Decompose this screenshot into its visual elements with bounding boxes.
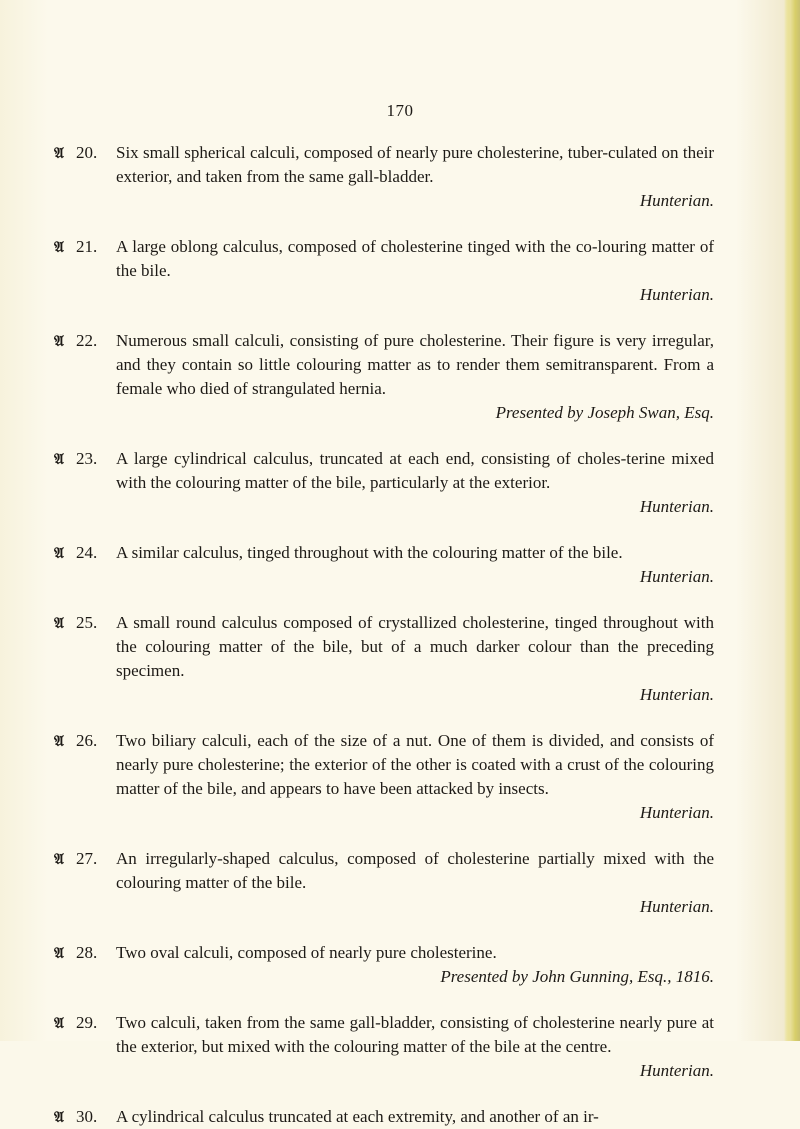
catalogue-entries — [54, 141, 714, 1129]
entry-number: 28. — [76, 943, 98, 962]
entry-26 — [54, 729, 714, 825]
entry-29 — [54, 1011, 714, 1083]
entry-number: 26. — [76, 731, 98, 750]
entry-text: Two calculi, taken from the same gall-bladder, consisting of cholesterine nearly pure at the exterior, but mixed with the colouring matter of the bile at the centre. — [116, 1013, 714, 1056]
entry-number: 24. — [76, 543, 98, 562]
entry-21 — [54, 235, 714, 307]
entry-28 — [54, 941, 714, 989]
entry-text: Two biliary calculi, each of the size of a nut. One of them is divided, and consists of nearly pure cholesterine; the exterior of the other is coated with a crust of the colouring matter of the bile, and appears to have been attacked by insects. — [116, 731, 714, 798]
entry-text: A cylindrical calculus truncated at each extremity, and another of an ir- — [116, 1107, 599, 1126]
entry-text: Six small spherical calculi, composed of nearly pure cholesterine, tuber-culated on their exterior, and taken from the same gall-bladder. — [116, 143, 714, 186]
specimen-mark: 𝔄 — [54, 238, 64, 256]
entry-27 — [54, 847, 714, 919]
entry-number: 25. — [76, 613, 98, 632]
entry-text: A similar calculus, tinged throughout with the colouring matter of the bile. — [116, 543, 623, 562]
entry-source: Hunterian. — [639, 803, 714, 822]
entry-22 — [54, 329, 714, 425]
entry-source: Presented by Joseph Swan, Esq. — [495, 403, 714, 422]
entry-source: Hunterian. — [639, 1061, 714, 1080]
entry-text: An irregularly-shaped calculus, composed of cholesterine partially mixed with the colouring matter of the bile. — [116, 849, 714, 892]
page-edge — [784, 0, 800, 1041]
entry-text: A large oblong calculus, composed of cholesterine tinged with the co-louring matter of the bile. — [116, 237, 714, 280]
entry-number: 20. — [76, 143, 98, 162]
specimen-mark: 𝔄 — [54, 544, 64, 562]
entry-source: Hunterian. — [639, 191, 714, 210]
entry-text: A small round calculus composed of crystallized cholesterine, tinged throughout with the colouring matter of the bile, but of a much darker colour than the preceding specimen. — [116, 613, 714, 680]
entry-text: Two oval calculi, composed of nearly pure cholesterine. — [116, 943, 497, 962]
specimen-mark: 𝔄 — [54, 450, 64, 468]
specimen-mark: 𝔄 — [54, 614, 64, 632]
specimen-mark: 𝔄 — [54, 850, 64, 868]
entry-source: Presented by John Gunning, Esq., 1816. — [440, 967, 714, 986]
specimen-mark: 𝔄 — [54, 732, 64, 750]
entry-20 — [54, 141, 714, 213]
specimen-mark: 𝔄 — [54, 1014, 64, 1032]
entry-source: Hunterian. — [639, 897, 714, 916]
entry-30 — [54, 1105, 714, 1129]
entry-25 — [54, 611, 714, 707]
specimen-mark: 𝔄 — [54, 332, 64, 350]
specimen-mark: 𝔄 — [54, 144, 64, 162]
entry-24 — [54, 541, 714, 589]
entry-number: 29. — [76, 1013, 98, 1032]
entry-text: A large cylindrical calculus, truncated at each end, consisting of choles-terine mixed with the colouring matter of the bile, particularly at the exterior. — [116, 449, 714, 492]
entry-number: 27. — [76, 849, 98, 868]
entry-number: 22. — [76, 331, 98, 350]
page-number: 170 — [386, 101, 414, 120]
entry-number: 21. — [76, 237, 98, 256]
entry-source: Hunterian. — [639, 497, 714, 516]
entry-source: Hunterian. — [639, 285, 714, 304]
entry-source: Hunterian. — [639, 685, 714, 704]
specimen-mark: 𝔄 — [54, 944, 64, 962]
specimen-mark: 𝔄 — [54, 1108, 64, 1126]
entry-source: Hunterian. — [639, 567, 714, 586]
entry-number: 23. — [76, 449, 98, 468]
entry-23 — [54, 447, 714, 519]
entry-text: Numerous small calculi, consisting of pure cholesterine. Their figure is very irregular, and they contain so little colouring matter as to render them semitransparent. From a female who died of strangulated hernia. — [116, 331, 714, 398]
entry-number: 30. — [76, 1107, 98, 1126]
